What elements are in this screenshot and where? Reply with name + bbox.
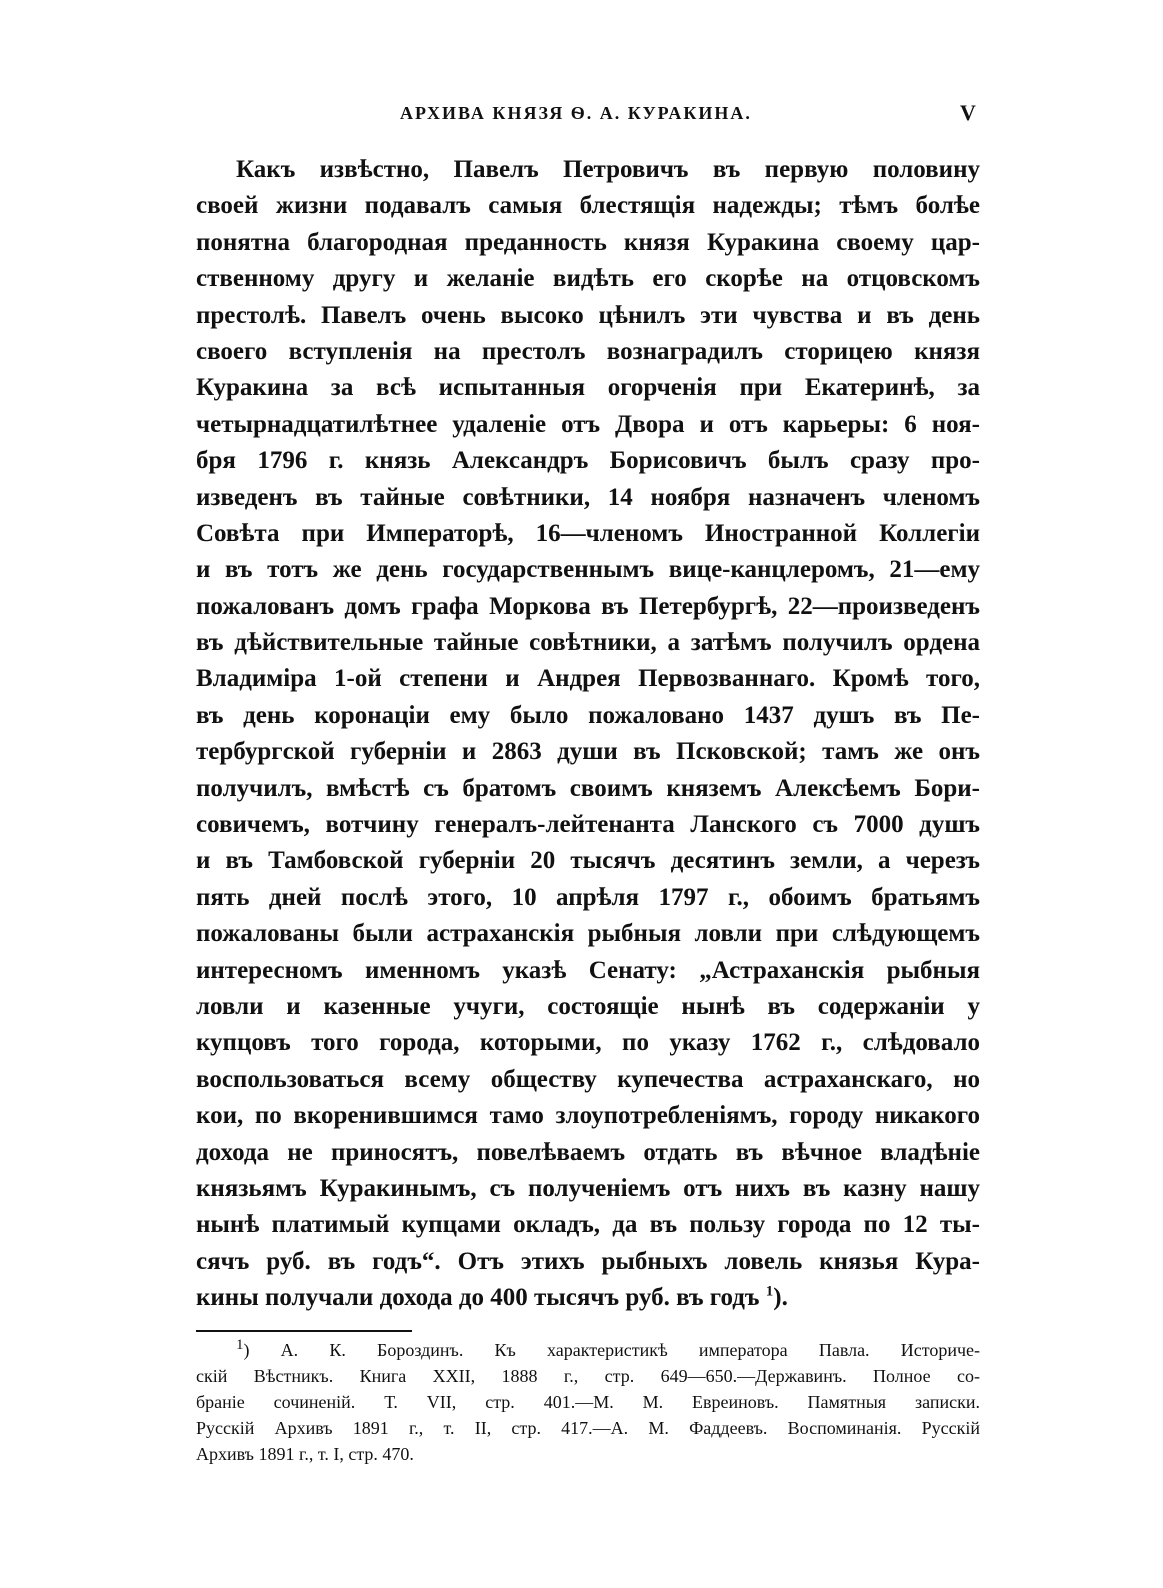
body-line: Какъ извѣстно, Павелъ Петровичъ въ первую половину (236, 156, 980, 183)
body-line: изведенъ въ тайные совѣтники, 14 ноября назначенъ членомъ (196, 483, 980, 511)
footnotes (196, 1337, 980, 1467)
page-number: V (960, 100, 976, 125)
body-line: и въ Тамбовской губерніи 20 тысячъ десятинъ земли, а черезъ (196, 847, 980, 875)
body-line: своей жизни подавалъ самыя блестящія надежды; тѣмъ болѣе (196, 192, 980, 220)
body-line: своего вступленія на престолъ вознаградилъ сторицею князя (196, 337, 980, 365)
footnote-line: Русскій Архивъ 1891 г., т. II, стр. 417.—А. М. Фаддеевъ. Воспоминанія. Русскій (196, 1418, 980, 1438)
footnote-line: браніе сочиненій. Т. VII, стр. 401.—М. М. Евреиновъ. Памятныя записки. (196, 1392, 980, 1412)
body-text (196, 152, 980, 1317)
body-line: престолѣ. Павелъ очень высоко цѣнилъ эти чувства и въ день (196, 301, 980, 329)
body-line: и въ тотъ же день государственнымъ вице-канцлеромъ, 21—ему (196, 556, 980, 584)
body-line: дохода не приносятъ, повелѣваемъ отдать въ вѣчное владѣніе (196, 1138, 980, 1166)
body-line: совичемъ, вотчину генералъ-лейтенанта Ланского съ 7000 душъ (196, 811, 980, 839)
body-line: пожалованы были астраханскія рыбныя ловли при слѣдующемъ (196, 920, 980, 948)
body-line: понятна благородная преданность князя Куракина своему цар- (196, 228, 980, 256)
body-line: ственному другу и желаніе видѣть его скорѣе на отцовскомъ (196, 265, 980, 293)
body-line: сячъ руб. въ годъ“. Отъ этихъ рыбныхъ ловель князья Кура- (196, 1247, 980, 1275)
body-line: нынѣ платимый купцами окладъ, да въ пользу города по 12 ты- (196, 1211, 980, 1239)
body-line: въ день коронаціи ему было пожаловано 1437 душъ въ Пе- (196, 701, 980, 729)
body-line: кои, по вкоренившимся тамо злоупотребленіямъ, городу никакого (196, 1102, 980, 1130)
body-line: воспользоваться всему обществу купечества астраханскаго, но (196, 1065, 980, 1093)
body-line: князьямъ Куракинымъ, съ полученіемъ отъ нихъ въ казну нашу (196, 1174, 980, 1202)
footnote-line (196, 1337, 980, 1363)
footnote-line: Архивъ 1891 г., т. I, стр. 470. (196, 1444, 414, 1464)
body-line-last (196, 1280, 980, 1316)
body-line: Совѣта при Императорѣ, 16—членомъ Иностранной Коллегіи (196, 519, 980, 547)
body-line: тербургской губерніи и 2863 души въ Псковской; тамъ же онъ (196, 738, 980, 766)
body-line: ловли и казенные учуги, состоящіе нынѣ въ содержаніи у (196, 992, 980, 1020)
footnote-marker-close: ) (243, 1340, 250, 1360)
body-line-text: кины получали дохода до 400 тысячъ руб. въ годъ (196, 1284, 760, 1312)
body-line: интересномъ именномъ указѣ Сенату: „Астраханскія рыбныя (196, 956, 980, 984)
footnote-text: А. К. Бороздинъ. Къ характеристикѣ императора Павла. Историче- (280, 1340, 980, 1360)
body-line: купцовъ того города, которыми, по указу 1762 г., слѣдовало (196, 1029, 980, 1057)
body-line: получилъ, вмѣстѣ съ братомъ своимъ княземъ Алексѣемъ Бори- (196, 774, 980, 802)
closing-punctuation: ). (773, 1284, 788, 1312)
running-title: АРХИВА КНЯЗЯ Ѳ. А. КУРАКИНА. (400, 103, 752, 123)
body-line: Куракина за всѣ испытанныя огорченія при Екатеринѣ, за (196, 374, 980, 402)
footnote-line: скій Вѣстникъ. Книга XXII, 1888 г., стр. 649—650.—Державинъ. Полное со- (196, 1366, 980, 1386)
footnote-divider (196, 1330, 412, 1332)
footnote-reference[interactable]: 1 (765, 1283, 774, 1300)
body-line: въ дѣйствительные тайные совѣтники, а затѣмъ получилъ ордена (196, 629, 980, 657)
body-line: Владиміра 1-ой степени и Андрея Первозваннаго. Кромѣ того, (196, 665, 980, 693)
body-line: бря 1796 г. князь Александръ Борисовичъ былъ сразу про- (196, 447, 980, 475)
body-line: пожалованъ домъ графа Моркова въ Петербургѣ, 22—произведенъ (196, 592, 980, 620)
body-line: пять дней послѣ этого, 10 апрѣля 1797 г., обоимъ братьямъ (196, 883, 980, 911)
body-line: четырнадцатилѣтнее удаленіе отъ Двора и отъ карьеры: 6 ноя- (196, 410, 980, 438)
footnote-marker: 1 (236, 1337, 244, 1353)
